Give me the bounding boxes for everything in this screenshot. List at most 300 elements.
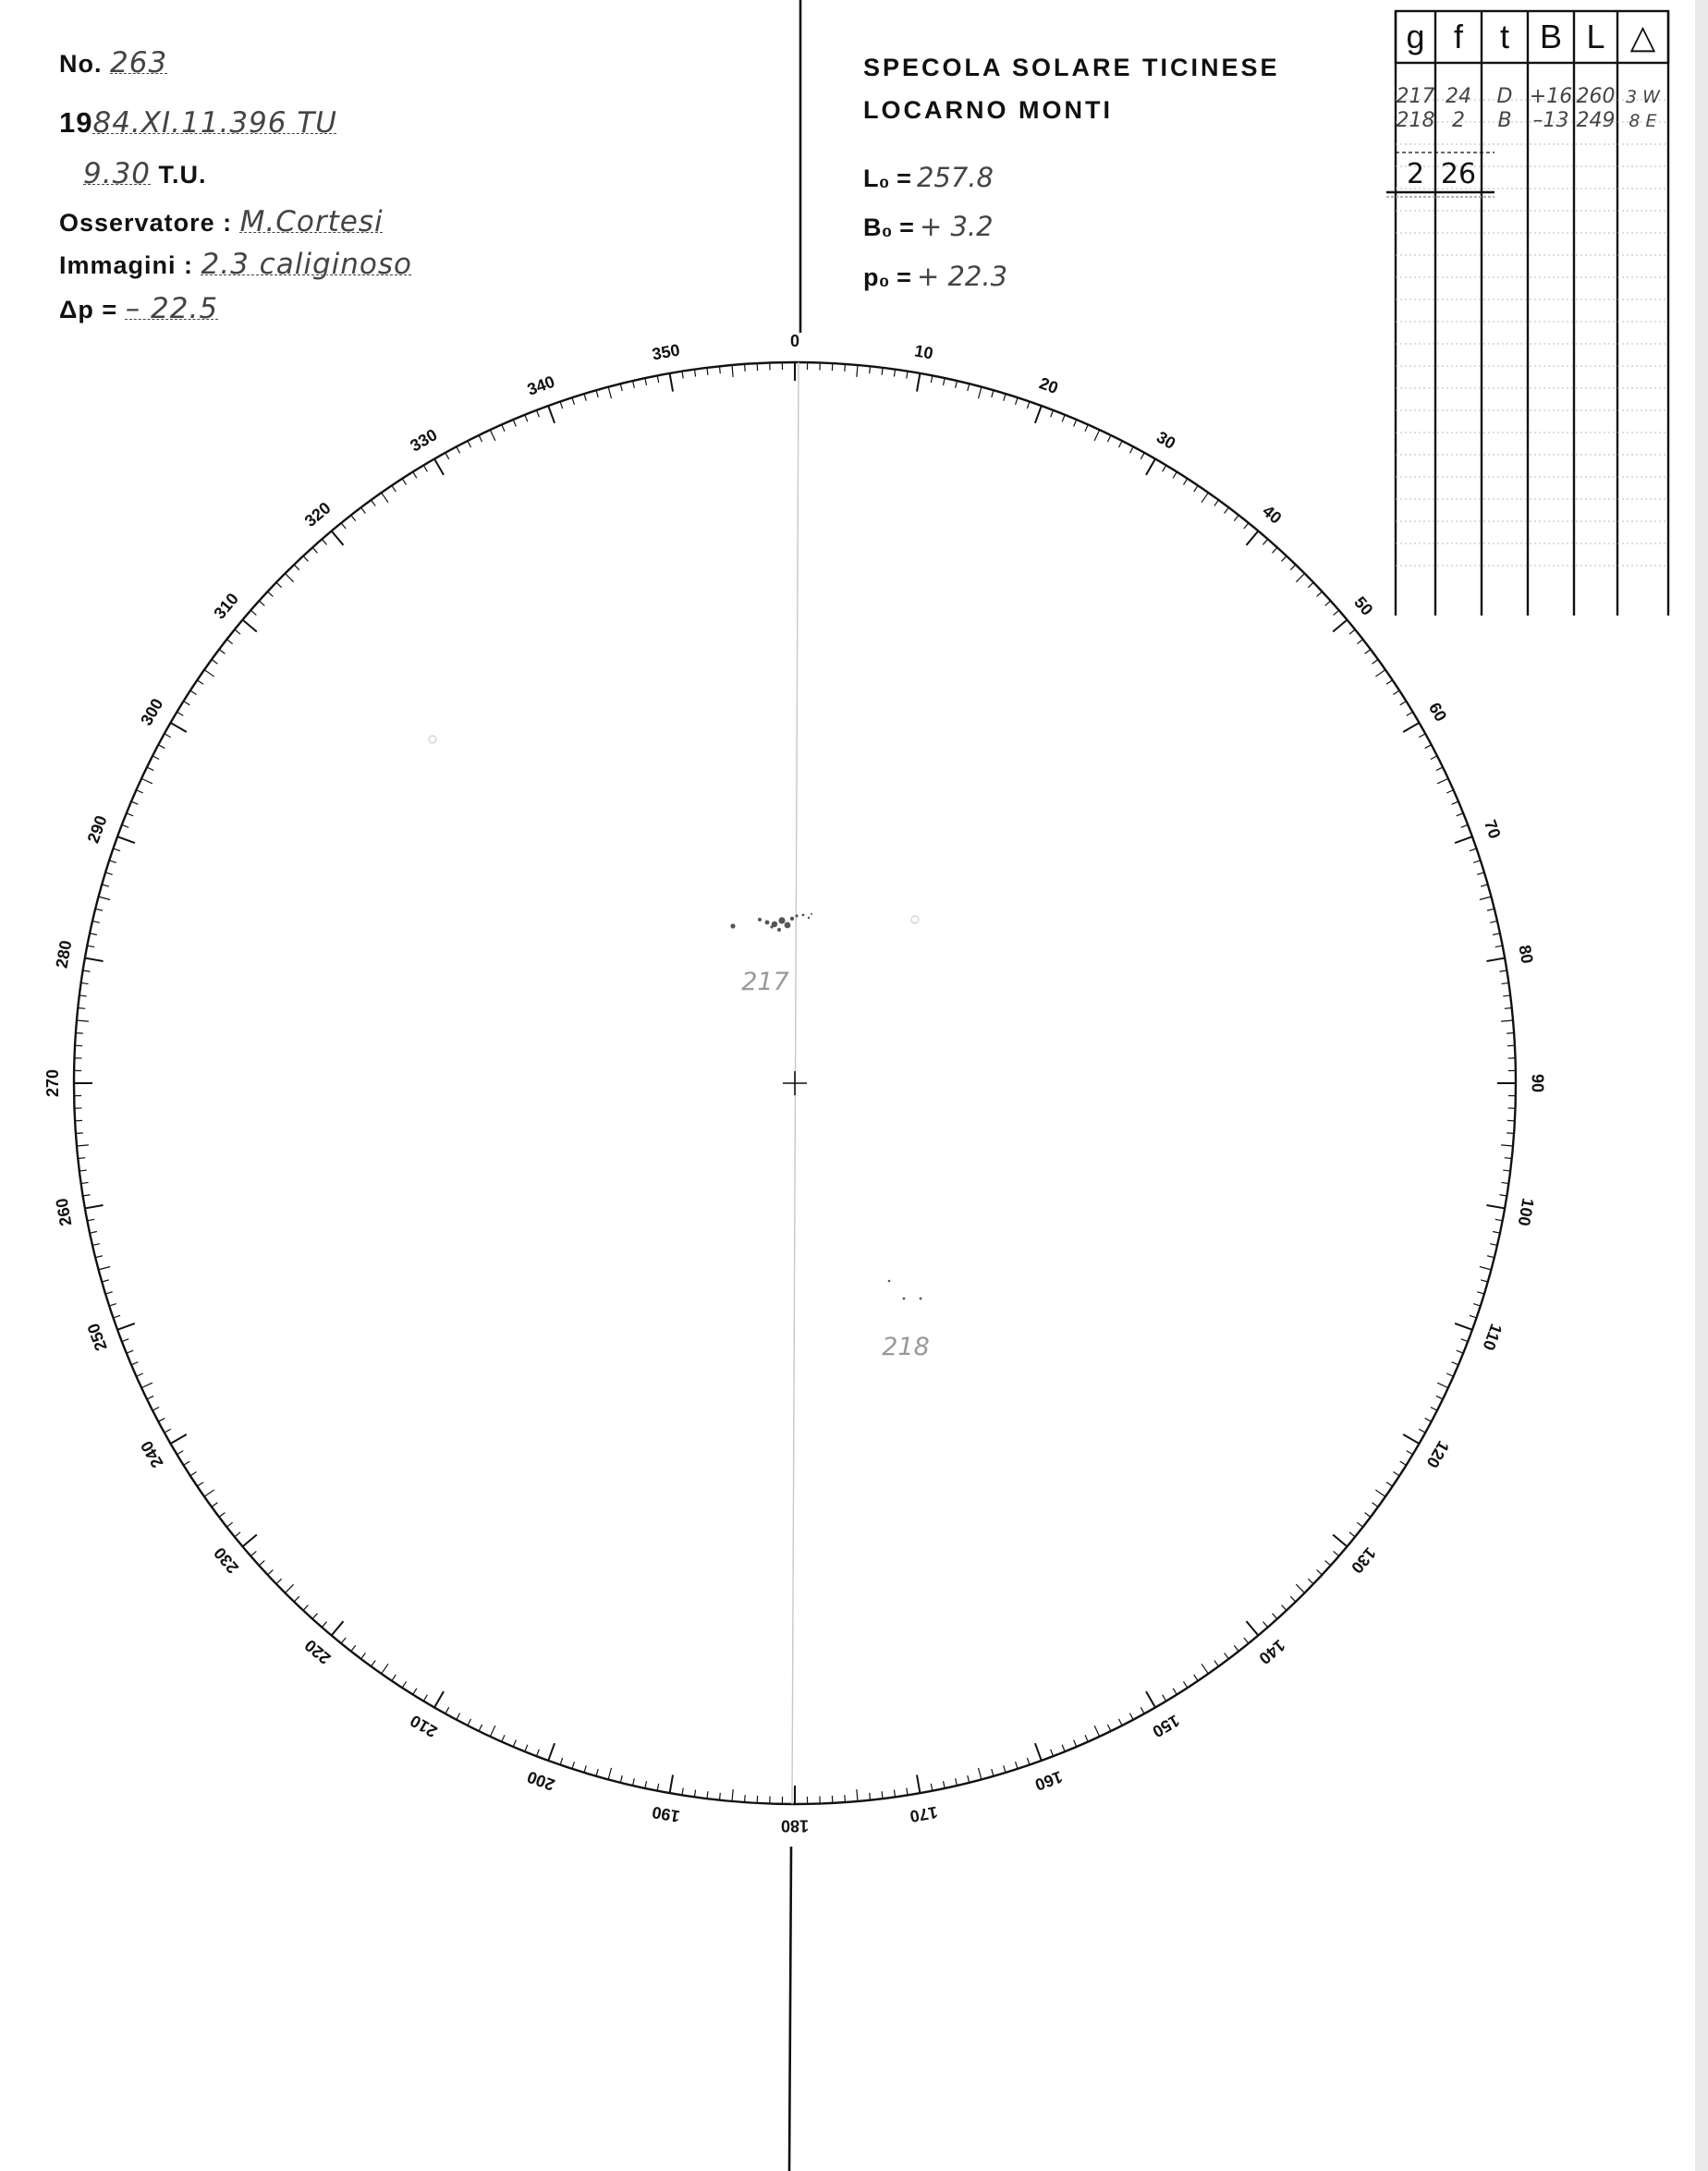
sunspot	[785, 922, 791, 929]
degree-tick	[857, 365, 858, 377]
degree-tick	[171, 723, 187, 732]
degree-tick	[719, 1793, 720, 1800]
degree-tick	[285, 1584, 293, 1592]
degree-tick	[76, 1033, 83, 1034]
degree-tick	[525, 415, 528, 421]
degree-label: 60	[1424, 699, 1451, 726]
images-value: 2.3 caliginoso	[201, 248, 412, 281]
degree-tick	[502, 424, 505, 431]
degree-tick	[1085, 1735, 1088, 1741]
degree-tick	[584, 1765, 586, 1773]
degree-tick	[670, 373, 673, 392]
degree-tick	[1495, 1219, 1503, 1221]
degree-tick	[513, 1740, 516, 1747]
table-total-cell: 26	[1440, 158, 1477, 190]
degree-label: 30	[1153, 427, 1179, 454]
degree-tick	[1016, 1762, 1018, 1769]
degree-label: 350	[650, 340, 682, 364]
degree-tick	[361, 507, 366, 513]
degree-tick	[1325, 1561, 1331, 1566]
degree-tick	[152, 1407, 159, 1410]
degree-tick	[392, 485, 396, 492]
degree-tick	[682, 1787, 683, 1795]
degree-tick	[560, 401, 563, 409]
degree-tick	[1493, 933, 1500, 935]
degree-tick	[212, 1503, 217, 1507]
table-cell: 8 E	[1629, 111, 1657, 131]
degree-tick	[882, 368, 883, 375]
observer-value: M.Cortesi	[239, 205, 384, 238]
degree-tick	[1393, 690, 1399, 694]
degree-tick	[1505, 1158, 1512, 1159]
degree-tick	[372, 1661, 376, 1666]
degree-tick	[979, 387, 982, 399]
sunspot	[920, 1298, 922, 1300]
sunspot	[811, 913, 812, 915]
sunspot	[808, 917, 810, 919]
degree-tick	[413, 472, 417, 479]
table-cell: 218	[1396, 109, 1435, 132]
degree-tick	[560, 1758, 563, 1765]
param-L0-value: 257.8	[916, 162, 994, 193]
degree-label: 270	[43, 1068, 62, 1098]
degree-tick	[1244, 1638, 1249, 1643]
degree-tick	[1486, 1205, 1505, 1208]
degree-tick	[1308, 1579, 1313, 1584]
degree-tick	[95, 1256, 103, 1258]
degree-tick	[204, 1490, 214, 1496]
degree-tick	[268, 592, 274, 596]
degree-tick	[1118, 441, 1122, 447]
degree-tick	[536, 410, 539, 417]
table-cell: 217	[1396, 85, 1435, 108]
degree-tick	[1016, 397, 1018, 405]
degree-tick	[1501, 1182, 1508, 1183]
degree-tick	[992, 1769, 994, 1776]
degree-tick	[152, 756, 159, 760]
degree-tick	[457, 1714, 460, 1720]
degree-label: 160	[1032, 1767, 1066, 1795]
degree-tick	[1473, 860, 1481, 862]
degree-tick	[109, 1304, 116, 1306]
degree-tick	[131, 801, 138, 804]
degree-tick	[956, 1778, 958, 1786]
degree-tick	[1419, 1429, 1425, 1433]
degree-tick	[1477, 1292, 1484, 1294]
degree-tick	[1490, 1244, 1497, 1246]
degree-tick	[322, 539, 326, 544]
degree-tick	[1446, 790, 1453, 793]
sunspot	[758, 918, 762, 921]
degree-tick	[219, 1513, 225, 1518]
degree-tick	[122, 824, 128, 827]
sunspot	[778, 917, 785, 923]
degree-tick	[1325, 601, 1331, 605]
degree-tick	[1141, 1707, 1144, 1714]
degree-tick	[1333, 1535, 1347, 1547]
degree-tick	[351, 1645, 356, 1651]
degree-label: 70	[1480, 817, 1505, 842]
param-B0-label: B₀ =	[863, 213, 914, 241]
table-cell: 249	[1576, 109, 1616, 132]
degree-tick	[1480, 896, 1492, 899]
degree-tick	[1477, 872, 1484, 874]
degree-tick	[212, 660, 217, 665]
degree-tick	[1437, 778, 1448, 783]
degree-tick	[77, 1020, 89, 1021]
degree-tick	[870, 1793, 871, 1800]
degree-tick	[694, 370, 695, 377]
degree-tick	[536, 1750, 539, 1756]
degree-tick	[468, 1719, 471, 1726]
degree-tick	[402, 1681, 406, 1688]
degree-tick	[99, 1267, 111, 1270]
degree-tick	[1146, 1691, 1155, 1707]
degree-tick	[1263, 1622, 1267, 1628]
degree-label: 120	[1422, 1437, 1453, 1471]
degree-tick	[102, 1280, 109, 1282]
degree-tick	[1375, 670, 1385, 677]
degree-tick	[882, 1791, 883, 1799]
table-total-cell: 2	[1406, 158, 1425, 190]
degree-tick	[596, 390, 598, 397]
degree-tick	[620, 1775, 622, 1783]
degree-label: 320	[300, 498, 335, 531]
degree-tick	[870, 366, 871, 373]
degree-tick	[413, 1689, 417, 1695]
degree-tick	[1403, 1434, 1419, 1444]
degree-tick	[1495, 945, 1503, 947]
degree-tick	[141, 778, 152, 783]
degree-tick	[92, 1244, 100, 1246]
table-cell: +16	[1529, 85, 1573, 108]
degree-tick	[1487, 1256, 1494, 1258]
degree-tick	[513, 420, 516, 426]
degree-tick	[322, 1622, 326, 1628]
degree-tick	[732, 1789, 733, 1801]
time-value: 9.30	[83, 157, 152, 190]
degree-tick	[1437, 1383, 1448, 1387]
degree-tick	[1357, 1522, 1362, 1527]
degree-tick	[1202, 493, 1208, 503]
degree-tick	[907, 1787, 908, 1795]
sunspot	[795, 914, 798, 917]
degree-tick	[1375, 1490, 1385, 1496]
degree-tick	[259, 601, 264, 605]
degree-tick	[1431, 1407, 1437, 1410]
degree-label: 0	[789, 331, 800, 350]
degree-tick	[1461, 1339, 1468, 1342]
degree-tick	[226, 1522, 232, 1527]
table-cell: –13	[1532, 109, 1569, 132]
degree-tick	[645, 1781, 647, 1788]
degree-tick	[105, 1292, 113, 1294]
degree-tick	[303, 556, 308, 562]
degree-tick	[1027, 1758, 1030, 1765]
degree-tick	[1499, 970, 1507, 971]
delta-p-value: – 22.5	[125, 292, 219, 325]
degree-tick	[1074, 1740, 1077, 1747]
degree-tick	[312, 547, 317, 553]
degree-tick	[1129, 1714, 1133, 1720]
date-prefix: 19	[59, 106, 93, 139]
table-cell: D	[1496, 85, 1513, 108]
degree-tick	[392, 1675, 396, 1681]
degree-tick	[1386, 680, 1393, 684]
degree-tick	[490, 430, 494, 441]
date-value: 84.XI.11.396 TU	[92, 106, 337, 140]
degree-tick	[1490, 921, 1497, 923]
degree-tick	[1308, 582, 1313, 588]
degree-tick	[1400, 701, 1407, 705]
degree-tick	[1419, 734, 1425, 738]
table-header-cell: f	[1453, 18, 1464, 55]
images-label: Immagini :	[59, 251, 194, 279]
sunspot	[888, 1280, 891, 1283]
param-p0-value: + 22.3	[916, 261, 1008, 292]
degree-tick	[1481, 884, 1488, 886]
degree-tick	[468, 441, 471, 447]
degree-tick	[382, 1664, 388, 1674]
degree-tick	[1290, 1596, 1296, 1602]
degree-tick	[584, 394, 586, 401]
degree-tick	[548, 406, 555, 423]
degree-label: 340	[524, 372, 557, 399]
degree-tick	[102, 884, 109, 886]
degree-tick	[917, 373, 920, 392]
degree-tick	[1051, 1750, 1054, 1756]
institution-location: LOCARNO MONTI	[863, 96, 1113, 124]
degree-tick	[1317, 592, 1323, 596]
degree-label: 140	[1255, 1636, 1289, 1668]
degree-tick	[85, 1205, 104, 1208]
degree-tick	[1480, 1267, 1492, 1270]
degree-tick	[719, 366, 720, 373]
degree-tick	[572, 1762, 574, 1769]
degree-tick	[250, 1551, 256, 1555]
table-header-box	[1396, 11, 1668, 63]
degree-tick	[158, 1418, 165, 1421]
table-cell: 260	[1576, 85, 1616, 108]
sunspot	[790, 917, 794, 921]
degree-label: 190	[650, 1802, 682, 1826]
degree-tick	[83, 970, 91, 971]
degree-label: 330	[407, 425, 441, 456]
degree-label: 40	[1259, 501, 1286, 528]
group-labels	[741, 968, 930, 1361]
degree-tick	[303, 1605, 308, 1611]
degree-tick	[1473, 1304, 1481, 1306]
degree-tick	[1062, 1745, 1065, 1751]
degree-tick	[979, 1768, 982, 1780]
degree-tick	[1455, 836, 1472, 843]
degree-tick	[341, 1638, 346, 1643]
degree-tick	[1457, 813, 1463, 816]
degree-tick	[1365, 650, 1371, 654]
degree-tick	[620, 384, 622, 391]
degree-tick	[1183, 1681, 1187, 1688]
degree-tick	[117, 1323, 135, 1330]
degree-tick	[434, 459, 444, 475]
degree-tick	[332, 1621, 344, 1635]
degree-tick	[694, 1789, 695, 1797]
institution-name: SPECOLA SOLARE TICINESE	[863, 54, 1280, 81]
degree-tick	[968, 384, 970, 391]
degree-tick	[992, 390, 994, 397]
degree-tick	[1129, 446, 1133, 453]
degree-tick	[1501, 1145, 1513, 1146]
degree-label: 180	[780, 1816, 810, 1836]
degree-tick	[1452, 1362, 1458, 1365]
degree-tick	[276, 1579, 282, 1584]
degree-tick	[1357, 640, 1362, 644]
degree-tick	[122, 1339, 128, 1342]
degree-tick	[219, 650, 225, 654]
degree-tick	[1225, 507, 1229, 513]
degree-tick	[633, 381, 635, 388]
degree-tick	[81, 1182, 89, 1183]
degree-tick	[127, 1350, 133, 1353]
degree-tick	[968, 1775, 970, 1783]
degree-tick	[1094, 1726, 1099, 1737]
faint-mark	[911, 916, 919, 923]
degree-tick	[158, 745, 165, 749]
degree-tick	[894, 1789, 895, 1797]
degree-label: 240	[137, 1437, 167, 1471]
degree-tick	[184, 1461, 190, 1465]
degree-tick	[445, 1707, 449, 1714]
degree-tick	[1282, 556, 1287, 562]
degree-tick	[1317, 1570, 1323, 1575]
degree-tick	[657, 1784, 659, 1791]
degree-tick	[177, 712, 183, 715]
degree-tick	[79, 995, 87, 996]
degree-tick	[190, 1471, 197, 1475]
degree-tick	[235, 629, 240, 634]
degree-tick	[931, 1784, 933, 1791]
table-cell: 3 W	[1626, 87, 1660, 107]
degree-tick	[572, 397, 574, 405]
degree-label: 220	[300, 1636, 335, 1668]
degree-tick	[276, 582, 282, 588]
degree-tick	[382, 493, 388, 503]
degree-tick	[77, 1145, 89, 1146]
degree-tick	[113, 848, 120, 851]
degree-tick	[1141, 453, 1144, 459]
degree-tick	[1372, 660, 1378, 665]
degree-tick	[1487, 909, 1494, 910]
degree-tick	[1507, 1133, 1514, 1134]
degree-tick	[1333, 620, 1347, 632]
table-header-cell: B	[1539, 18, 1563, 55]
degree-tick	[1436, 767, 1443, 771]
degree-tick	[1457, 1350, 1463, 1353]
degree-tick	[682, 372, 683, 379]
degree-tick	[372, 500, 376, 506]
degree-tick	[1163, 1695, 1166, 1701]
degree-tick	[845, 364, 846, 372]
degree-tick	[1505, 1007, 1512, 1008]
table-cell: 2	[1452, 109, 1465, 132]
record-number-label: No.	[59, 50, 103, 78]
degree-tick	[1365, 1513, 1371, 1518]
degree-tick	[1051, 410, 1054, 417]
degree-tick	[1234, 1645, 1238, 1651]
degree-label: 80	[1515, 943, 1537, 966]
degree-tick	[845, 1795, 846, 1802]
sunspot	[770, 925, 773, 928]
degree-tick	[1481, 1280, 1488, 1282]
degree-label: 260	[52, 1196, 76, 1228]
faint-mark	[429, 736, 436, 743]
degree-tick	[657, 375, 659, 383]
degree-tick	[457, 446, 460, 453]
degree-tick	[1470, 1315, 1477, 1318]
degree-tick	[90, 933, 97, 935]
degree-tick	[434, 1691, 444, 1707]
degree-tick	[956, 381, 958, 388]
group-table	[1386, 0, 1682, 628]
degree-tick	[235, 1532, 240, 1537]
degree-tick	[707, 368, 708, 375]
degree-tick	[87, 1219, 94, 1221]
degree-tick	[1118, 1719, 1122, 1726]
degree-tick	[1470, 848, 1477, 851]
sunspot	[730, 923, 735, 928]
bottom-axis-line	[789, 1847, 791, 2171]
table-header-cell: g	[1406, 18, 1425, 55]
degree-tick	[1349, 1532, 1355, 1537]
degree-label: 210	[407, 1711, 441, 1741]
degree-tick	[95, 909, 103, 910]
degree-tick	[79, 1170, 87, 1171]
degree-tick	[147, 1396, 153, 1399]
degree-label: 90	[1528, 1073, 1547, 1093]
degree-tick	[1446, 1373, 1453, 1376]
degree-tick	[117, 836, 135, 843]
degree-tick	[1107, 1725, 1111, 1731]
axis-lines	[74, 0, 1516, 2171]
degree-tick	[944, 378, 946, 385]
degree-tick	[1393, 1471, 1399, 1475]
record-number-value: 263	[110, 46, 168, 79]
degree-tick	[1296, 573, 1304, 581]
degree-tick	[165, 1429, 171, 1433]
degree-tick	[242, 620, 256, 632]
degree-tick	[745, 364, 746, 372]
degree-tick	[1503, 995, 1510, 996]
degree-tick	[1263, 539, 1267, 544]
degree-tick	[548, 1743, 555, 1761]
degree-tick	[92, 921, 100, 923]
degree-tick	[85, 958, 104, 961]
degree-tick	[1183, 479, 1187, 485]
degree-tick	[502, 1735, 505, 1741]
degree-tick	[1334, 610, 1339, 615]
degree-tick	[931, 375, 933, 383]
table-header-cell: L	[1586, 18, 1605, 55]
degree-tick	[917, 1775, 920, 1793]
degree-tick	[1425, 745, 1432, 749]
group-label: 218	[882, 1333, 930, 1361]
degree-label: 110	[1479, 1321, 1507, 1353]
degree-label: 290	[83, 812, 111, 846]
sunspots	[429, 736, 921, 1299]
degree-tick	[197, 1482, 203, 1486]
degree-tick	[1486, 958, 1505, 961]
degree-tick	[351, 515, 356, 520]
degree-tick	[1455, 1323, 1472, 1330]
